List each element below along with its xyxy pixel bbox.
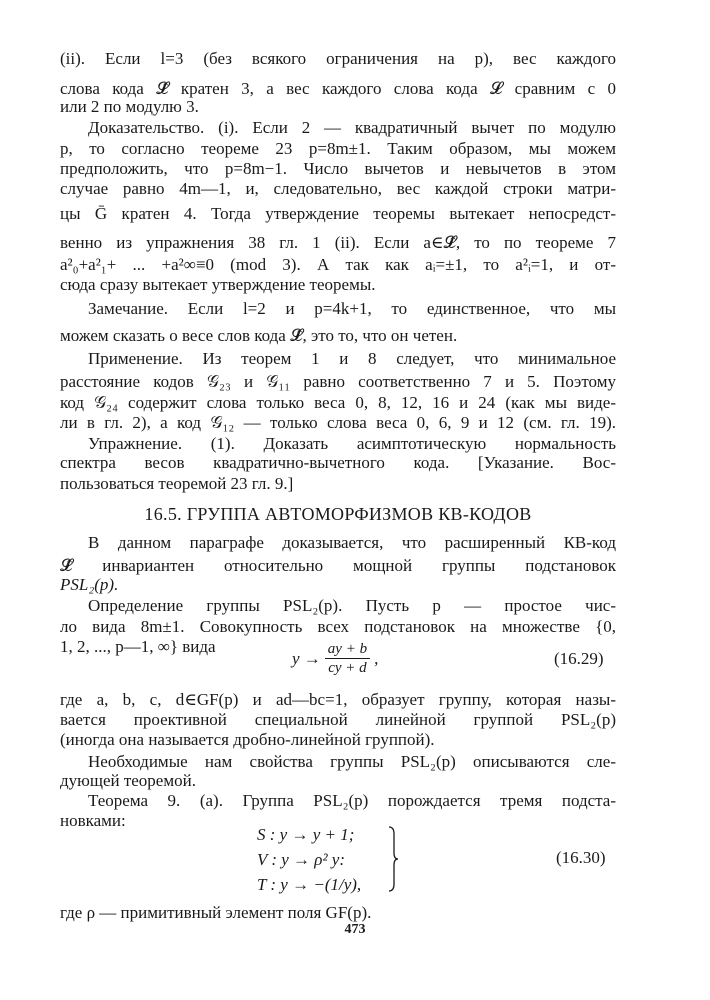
text-line: цы Ḡ кратен 4. Тогда утверждение теоремы вытекает непосредст- xyxy=(60,204,616,223)
text-line: В данном параграфе доказывается, что расширенный КВ-код xyxy=(88,533,616,552)
text-line: ло вида 8m±1. Совокупность всех подстановок на множестве {0, xyxy=(60,617,616,636)
equation-number: (16.30) xyxy=(556,848,606,867)
exercise-line: Упражнение. (1). Доказать асимптотическую нормальность xyxy=(88,434,616,453)
right-brace xyxy=(388,826,398,892)
text-line: дующей теоремой. xyxy=(60,771,196,790)
text-line: спектра весов квадратично-вычетного кода. [Указание. Вос- xyxy=(60,453,616,472)
system-line: T : y → −(1/y), xyxy=(257,875,362,894)
text-line: новками: xyxy=(60,811,126,830)
text-line: случае равно 4m—1, и, следовательно, вес каждой строки матри- xyxy=(60,179,616,198)
text-line: 𝓛̂ инвариантен относительно мощной группы подстановок xyxy=(60,556,616,575)
equation-lhs: y → xyxy=(292,648,321,668)
proof-line: Доказательство. (i). Если 2 — квадратичный вычет по модулю xyxy=(88,118,616,137)
section-heading: 16.5. ГРУППА АВТОМОРФИЗМОВ КВ-КОДОВ xyxy=(144,504,532,524)
fraction-denominator: cy + d xyxy=(328,660,367,676)
text-line: ли в гл. 2), а код 𝒢₁₂ — только слова веса 0, 6, 9 и 12 (см. гл. 19). xyxy=(60,413,616,432)
text-line: предположить, что p=8m−1. Число вычетов и невычетов в этом xyxy=(60,159,616,178)
fraction xyxy=(325,640,370,677)
text-line: (иногда она называется дробно-линейной группой). xyxy=(60,730,435,749)
system-line: S : y → y + 1; xyxy=(257,825,355,844)
text-line: p, то согласно теореме 23 p=8m±1. Таким образом, мы можем xyxy=(60,139,616,158)
text-line: Необходимые нам свойства группы PSL₂(p) описываются сле- xyxy=(88,752,616,771)
text-line: a²₀+a²₁+ ... +a²∞≡0 (mod 3). А так как aᵢ=±1, то a²ᵢ=1, и от- xyxy=(60,255,616,274)
text-line: вается проективной специальной линейной группой PSL₂(p) xyxy=(60,710,616,729)
system-line: V : y → ρ² y: xyxy=(257,850,345,869)
text-line: сюда сразу вытекает утверждение теоремы. xyxy=(60,275,376,294)
text-line: PSL₂(p). xyxy=(60,575,119,594)
text-line: где ρ — примитивный элемент поля GF(p). xyxy=(60,903,372,922)
text-line: венно из упражнения 38 гл. 1 (ii). Если a∈𝓛̂, то по теореме 7 xyxy=(60,233,616,252)
equation-tail: , xyxy=(374,648,379,668)
fraction-numerator: ay + b xyxy=(325,640,370,659)
text-line: расстояние кодов 𝒢₂₃ и 𝒢₁₁ равно соответственно 7 и 5. Поэтому xyxy=(60,372,616,391)
theorem-line: Теорема 9. (a). Группа PSL₂(p) порождается тремя подста- xyxy=(88,791,616,810)
text-line: где a, b, c, d∈GF(p) и ad—bc=1, образует группу, которая назы- xyxy=(60,690,616,709)
text-line: слова кода 𝓛̂ кратен 3, а вес каждого слова кода 𝓛 сравним с 0 xyxy=(60,79,616,98)
text-line: 1, 2, ..., p—1, ∞} вида xyxy=(60,637,216,656)
equation-16-29 xyxy=(292,640,378,677)
definition-line: Определение группы PSL₂(p). Пусть p — простое чис- xyxy=(88,596,616,615)
text-line: код 𝒢₂₄ содержит слова только веса 0, 8, 12, 16 и 24 (как мы виде- xyxy=(60,393,616,412)
text-line: или 2 по модулю 3. xyxy=(60,97,199,116)
application-line: Применение. Из теорем 1 и 8 следует, что минимальное xyxy=(88,349,616,368)
text-line: можем сказать о весе слов кода 𝓛̂, это то, что он четен. xyxy=(60,326,458,345)
equation-number: (16.29) xyxy=(554,649,604,668)
text-line: (ii). Если l=3 (без всякого ограничения на p), вес каждого xyxy=(60,49,616,68)
substitution-system xyxy=(257,822,361,897)
page-number: 473 xyxy=(344,922,366,937)
remark-line: Замечание. Если l=2 и p=4k+1, то единственное, что мы xyxy=(88,299,616,318)
text-line: пользоваться теоремой 23 гл. 9.] xyxy=(60,474,294,493)
